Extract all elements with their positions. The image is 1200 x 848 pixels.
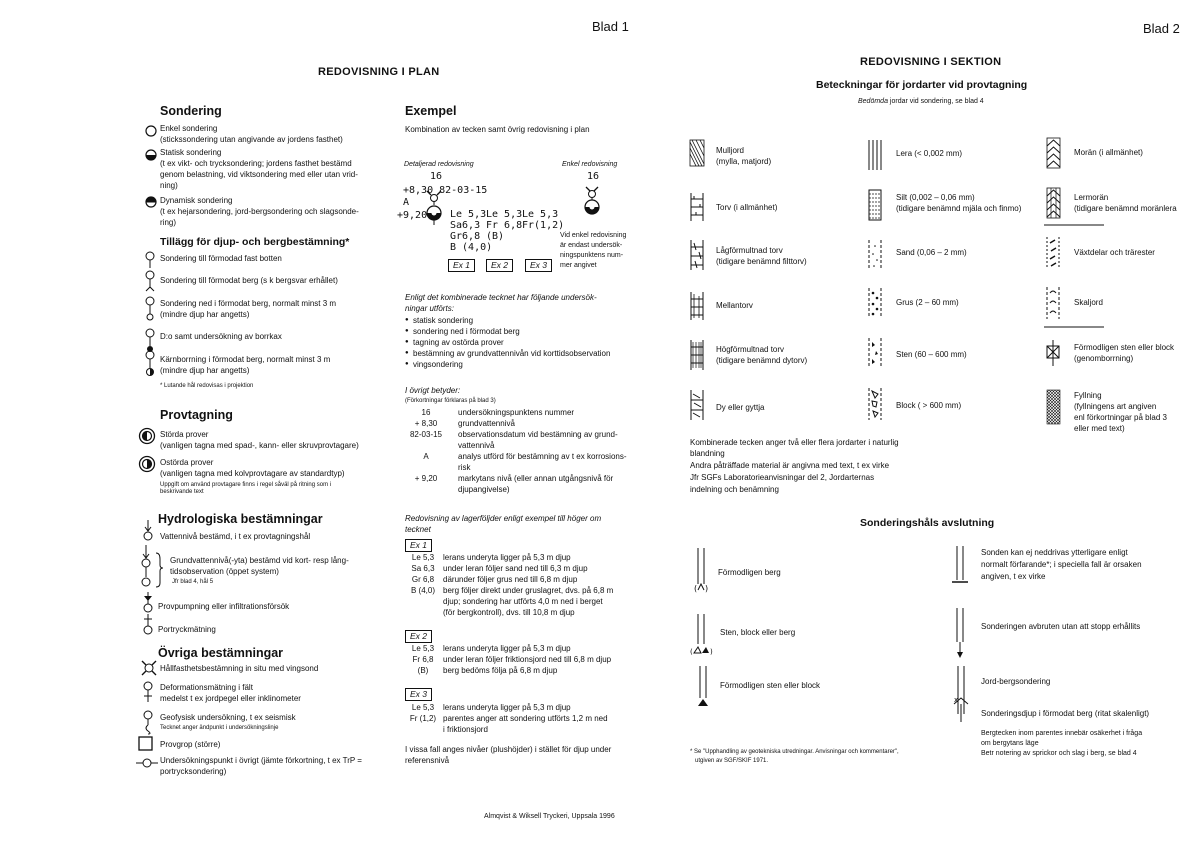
row-value: undersökningspunktens nummer — [458, 408, 575, 417]
row-value: under leran följer sand ned till 6,3 m djup — [443, 564, 588, 573]
bedomda-line — [858, 97, 984, 106]
row-key: 82-03-15 — [409, 430, 443, 439]
soil-label: Sten (60 – 600 mm) — [896, 350, 967, 359]
code-text: Le 5,3 — [486, 209, 523, 220]
sondering-text: (stickssondering utan angivande av jordens fasthet) — [160, 135, 343, 144]
hydro-text: Provpumpning eller infiltrationsförsök — [158, 602, 290, 611]
sondering-text: genom belastning, vid viktsondering med eller utan vrid- — [160, 170, 358, 179]
provtagning-text: Störda prover — [160, 430, 209, 439]
portryck-icon — [142, 614, 156, 636]
hydro-text: Jfr blad 4, hål 5 — [172, 579, 214, 585]
row-value: analys utförd för bestämning av t ex korrosions- — [458, 452, 627, 461]
example-number: 16 — [430, 171, 443, 182]
code-text: B (4,0) — [450, 242, 493, 253]
soil-label: Mulljord — [716, 146, 745, 155]
table-row — [394, 429, 618, 440]
sondering-text: ring) — [160, 218, 177, 227]
code-text: Gr6,8 — [450, 231, 481, 242]
silt-icon — [868, 190, 882, 220]
soil-label: Torv (i allmänhet) — [716, 203, 778, 212]
skaljord-icon — [1046, 287, 1062, 319]
soil-label: (tidigare benämnd mjäla och finmo) — [896, 204, 1022, 213]
footnote: * Se "Upphandling av geotekniska utredningar. Anvisningar och kommentarer", — [690, 749, 899, 755]
tillagg-text: (mindre djup har angetts) — [160, 310, 250, 319]
sondering-text: ning) — [160, 181, 178, 190]
grundvatten-icon — [140, 545, 166, 591]
table-row — [403, 607, 575, 618]
kombinerade-text: Kombinerade tecken anger två eller flera jordarter i naturlig — [690, 438, 899, 447]
ovriga-text: Tecknet anger ändpunkt i undersökningslinje — [160, 725, 279, 731]
ovriga-text: portrycksondering) — [160, 767, 227, 776]
sten-block-berg-icon — [690, 614, 714, 656]
stopp-icon — [950, 546, 970, 588]
tillagg-text: Sondering till förmodat berg (s k bergsvar erhållet) — [160, 276, 338, 285]
avslut-left-label: Förmodligen sten eller block — [720, 681, 821, 690]
code-text: (B) — [486, 231, 505, 242]
statisk-sondering-icon — [144, 148, 158, 162]
kombinerade-text: Andra påträffade material är angivna med text, t ex virke — [690, 461, 890, 470]
table-row — [394, 451, 627, 462]
row-key: Le 5,3 — [411, 553, 435, 562]
row-key: B (4,0) — [410, 586, 435, 595]
avslut-right-label: Sonden kan ej neddrivas ytterligare enligt — [981, 548, 1128, 557]
example-number: 16 — [587, 171, 600, 182]
dynamisk-sondering-icon — [144, 195, 158, 209]
jord-bergsondering-icon — [950, 666, 972, 724]
soil-label: Morän (i allmänhet) — [1074, 148, 1143, 157]
simple-label: Enkel redovisning — [562, 161, 618, 168]
combined-symbol-icon — [424, 190, 444, 226]
mellantorv-icon — [690, 292, 706, 320]
row-key: 16 — [421, 408, 431, 417]
tillagg-text: (mindre djup har angetts) — [160, 366, 250, 375]
hydro-text: Portryckmätning — [158, 625, 216, 634]
vid-enkel-text: är endast undersök- — [560, 242, 623, 249]
row-value: djupangivelse) — [458, 485, 510, 494]
soil-label: eller med text) — [1074, 424, 1125, 433]
soil-label: Mellantorv — [716, 301, 753, 310]
hydro-text: tidsobservation (öppet system) — [170, 567, 279, 576]
ex1-label: Ex 1 — [405, 539, 432, 552]
row-value: vattennivå — [458, 441, 495, 450]
enkel-sondering-icon — [144, 124, 158, 138]
tillagg-heading: Tillägg för djup- och bergbestämning* — [160, 236, 350, 248]
kombinerade-text: blandning — [690, 449, 725, 458]
soil-label: Lermorän — [1074, 193, 1109, 202]
provgrop-icon — [138, 736, 154, 752]
hogformultnad-torv-icon — [690, 340, 706, 370]
divider-line — [1044, 224, 1104, 226]
tillagg-footnote: * Lutande hål redovisas i projektion — [160, 383, 254, 389]
soil-label: Skaljord — [1074, 298, 1103, 307]
table-row — [403, 665, 557, 676]
soil-label: Förmodligen sten eller block — [1074, 343, 1175, 352]
avbruten-icon — [950, 608, 970, 662]
sondering-text: (t ex hejarsondering, jord-bergsondering och slagsonde- — [160, 207, 359, 216]
row-value: under leran följer friktionsjord ned till 6,8 m djup — [443, 655, 612, 664]
table-row — [403, 574, 577, 585]
svg-text:): ) — [710, 648, 713, 656]
undersokningspunkt-icon — [136, 756, 158, 770]
soil-label: Fyllning — [1074, 391, 1102, 400]
ovriga-heading: Övriga bestämningar — [158, 646, 284, 660]
fyllning-icon — [1046, 390, 1062, 424]
soil-label: enl förkortningar på blad 3 — [1074, 413, 1167, 422]
soil-label: (mylla, matjord) — [716, 157, 772, 166]
ovriga-text: Geofysisk undersökning, t ex seismisk — [160, 713, 296, 722]
avslut-right-label: normalt förfarande*; i speciella fall är orsaken — [981, 560, 1142, 569]
page-number-left: Blad 1 — [592, 19, 629, 34]
row-value: lerans underyta ligger på 5,3 m djup — [443, 703, 571, 712]
karnborrning-icon — [144, 350, 158, 378]
row-value: lerans underyta ligger på 5,3 m djup — [443, 553, 571, 562]
row-value: berg bedöms följa på 6,8 m djup — [443, 666, 558, 675]
bergtecken-text: om bergytans läge — [981, 740, 1039, 747]
soil-label: Silt (0,002 – 0,06 mm) — [896, 193, 975, 202]
row-value: i friktionsjord — [443, 725, 488, 734]
tillagg-text: Sondering till förmodad fast botten — [160, 254, 282, 263]
page-title-left: REDOVISNING I PLAN — [318, 66, 440, 78]
row-key: Le 5,3 — [411, 644, 435, 653]
ex2-label: Ex 2 — [405, 630, 432, 643]
row-key: + 8,30 — [414, 419, 438, 428]
table-row — [394, 407, 574, 418]
lermoran-icon — [1046, 188, 1062, 218]
ovrigt-heading: I övrigt betyder: — [405, 386, 461, 395]
hydro-text: Grundvattennivå(-yta) bestämd vid kort- resp lång- — [170, 556, 349, 565]
provtagning-text: Ostörda prover — [160, 458, 214, 467]
bullet-list — [405, 315, 665, 370]
sondering-text: Statisk sondering — [160, 148, 222, 157]
provpumpning-icon — [142, 592, 156, 614]
soil-label: Block ( > 600 mm) — [896, 401, 962, 410]
provtagning-note: Uppgift om använd provtagare finns i regel såväl på ritning som i — [160, 482, 332, 488]
code-text: Le 5,3 — [450, 209, 487, 220]
example-line: +9,20 — [397, 210, 428, 221]
sten-eller-block-icon — [696, 666, 712, 710]
sondering-text: Enkel sondering — [160, 124, 218, 133]
ovriga-text: medelst t ex jordpegel eller inklinometer — [160, 694, 301, 703]
block-icon — [868, 388, 882, 420]
vid-enkel-text: Vid enkel redovisning — [560, 232, 627, 239]
avslut-left-label: Förmodligen berg — [718, 568, 781, 577]
lera-icon — [868, 140, 882, 170]
vid-enkel-text: mer angivet — [560, 262, 597, 269]
table-row — [403, 654, 611, 665]
printer-credit: Almqvist & Wiksell Tryckeri, Uppsala 1996 — [484, 813, 615, 820]
row-value: risk — [458, 463, 471, 472]
sten-icon — [868, 338, 882, 368]
final-text: I vissa fall anges nivåer (plushöjder) i stället för djup under — [405, 745, 612, 754]
table-row — [394, 473, 613, 484]
svg-text:(: ( — [690, 648, 693, 656]
lager-text: Redovisning av lagerföljder enligt exempel till höger om — [405, 514, 602, 523]
code-text: Fr(1,2) — [522, 220, 565, 231]
hydro-text: Vattennivå bestämd, i t ex provtagningshål — [160, 532, 311, 541]
lagformultnad-torv-icon — [690, 240, 706, 270]
ned-i-berg-icon — [144, 296, 158, 322]
soil-label: (tidigare benämnd moränlera — [1074, 204, 1177, 213]
svg-text:): ) — [705, 584, 709, 593]
avslut-right-label: Sonderingsdjup i förmodat berg (ritat skalenligt) — [981, 709, 1150, 718]
row-value: därunder följer grus ned till 6,8 m djup — [443, 575, 578, 584]
soil-label: (tidigare benämnd filttorv) — [716, 257, 807, 266]
tillagg-text: D:o samt undersökning av borrkax — [160, 332, 282, 341]
row-key: A — [423, 452, 429, 461]
divider-line — [1044, 326, 1104, 328]
row-value: lerans underyta ligger på 5,3 m djup — [443, 644, 571, 653]
avslut-left-label: Sten, block eller berg — [720, 628, 796, 637]
table-row — [403, 563, 588, 574]
bedomda-word: Bedömda — [858, 98, 888, 105]
enligt-text: Enligt det kombinerade tecknet har följande undersök- — [405, 293, 597, 302]
code-text: Sa6,3 — [450, 220, 481, 231]
example-line: +8,30 82-03-15 — [403, 185, 488, 196]
formodat-berg-icon — [144, 270, 158, 292]
vaxtdelar-icon — [1046, 237, 1062, 269]
ovriga-text: Hållfasthetsbestämning in situ med vingsond — [160, 664, 319, 673]
soil-label: (tidigare benämnd dytorv) — [716, 356, 808, 365]
row-value: berg följer direkt under gruslagret, dvs. på 6,8 m — [443, 586, 614, 595]
table-row — [394, 440, 494, 451]
ovriga-text: Deformationsmätning i fält — [160, 683, 253, 692]
soil-label: Lågförmultnad torv — [716, 246, 783, 255]
ex3-label: Ex 3 — [405, 688, 432, 701]
fast-botten-icon — [144, 251, 158, 269]
deformation-icon — [142, 681, 156, 703]
footnote: utgiven av SGF/SKIF 1971. — [695, 758, 769, 764]
ovriga-text: Undersökningspunkt i övrigt (jämte förkortning, t ex TrP = — [160, 756, 362, 765]
sondering-heading: Sondering — [160, 104, 222, 118]
geofysisk-icon — [142, 710, 156, 734]
final-text: referensnivå — [405, 756, 450, 765]
row-key: Fr (1,2) — [409, 714, 437, 723]
enligt-text: ningar utförts: — [405, 304, 454, 313]
table-row — [394, 484, 510, 495]
kombinerade-text: Jfr SGFs Laboratorieanvisningar del 2, Jordarternas — [690, 473, 875, 482]
table-row — [403, 702, 571, 713]
row-value: observationsdatum vid bestämning av grund- — [458, 430, 618, 439]
row-key: + 9,20 — [414, 474, 438, 483]
soil-label: Dy eller gyttja — [716, 403, 765, 412]
row-value: markytans nivå (eller annan utgångsnivå för — [458, 474, 614, 483]
ex2-box: Ex 2 — [486, 259, 513, 272]
simple-symbol-icon — [582, 186, 602, 216]
table-row — [403, 585, 613, 596]
table-row — [403, 713, 608, 724]
avslut-right-label: Sonderingen avbruten utan att stopp erhållits — [981, 622, 1141, 631]
genomborrning-icon — [1046, 340, 1062, 366]
row-key: Sa 6,3 — [411, 564, 435, 573]
sand-icon — [868, 240, 882, 270]
row-key: Le 5,3 — [411, 703, 435, 712]
soil-label: Högförmultnad torv — [716, 345, 785, 354]
ovriga-text: Provgrop (större) — [160, 740, 221, 749]
exempel-heading: Exempel — [405, 104, 457, 118]
dy-gyttja-icon — [690, 390, 706, 420]
svg-text:x: x — [954, 696, 959, 704]
row-key: Fr 6,8 — [412, 655, 434, 664]
row-value: djup; sondering har utförts 4,0 m ned i berget — [443, 597, 603, 606]
section-subtitle: Beteckningar för jordarter vid provtagning — [816, 79, 1028, 91]
provtagning-heading: Provtagning — [160, 408, 233, 422]
soil-label: (fyllningens art angiven — [1074, 402, 1157, 411]
bullet-item: ● tagning av ostörda prover — [405, 337, 665, 348]
vid-enkel-text: ningspunktens num- — [560, 252, 624, 259]
table-row — [394, 462, 470, 473]
row-value: parentes anger att sondering utförts 1,2 m ned — [443, 714, 608, 723]
table-row — [403, 596, 603, 607]
provtagning-text: (vanligen tagna med spad-, kann- eller skruvprovtagare) — [160, 441, 359, 450]
sondering-text: (t ex vikt- och trycksondering; jordens fasthet bestämd — [160, 159, 352, 168]
bedomda-rest: jordar vid sondering, se blad 4 — [887, 98, 984, 105]
ostorda-prover-icon — [138, 455, 156, 473]
forrmodligen-berg-icon — [694, 548, 712, 592]
page-title-right: REDOVISNING I SEKTION — [860, 56, 1002, 68]
tillagg-text: Sondering ned i förmodat berg, normalt minst 3 m — [160, 299, 337, 308]
bullet-item: ● bestämning av grundvattennivån vid korttidsobservation — [405, 348, 665, 359]
code-text: Fr 6,8 — [486, 220, 523, 231]
bullet-item: ● sondering ned i förmodat berg — [405, 326, 665, 337]
soil-label: Sand (0,06 – 2 mm) — [896, 248, 967, 257]
tillagg-text: Kärnborrning i förmodat berg, normalt minst 3 m — [160, 355, 331, 364]
bergtecken-text: Betr notering av sprickor och slag i berg, se blad 4 — [981, 750, 1137, 757]
kombinerade-text: indelning och benämning — [690, 485, 779, 494]
row-value: grundvattennivå — [458, 419, 515, 428]
table-row — [403, 724, 488, 735]
code-text: Le 5,3 — [522, 209, 559, 220]
avslut-right-label: Jord-bergsondering — [981, 677, 1051, 686]
moran-icon — [1046, 138, 1062, 168]
hydro-heading: Hydrologiska bestämningar — [158, 512, 323, 526]
page-number-right: Blad 2 — [1143, 21, 1180, 36]
svg-text:(: ( — [694, 584, 698, 593]
table-row — [394, 418, 515, 429]
storda-prover-icon — [138, 427, 156, 445]
row-key: (B) — [417, 666, 429, 675]
soil-label: Växtdelar och trärester — [1074, 248, 1155, 257]
ex1-box: Ex 1 — [448, 259, 475, 272]
bullet-item: ● vingsondering — [405, 359, 665, 370]
soil-label: (genomborrning) — [1074, 354, 1134, 363]
soil-label: Grus (2 – 60 mm) — [896, 298, 959, 307]
ovrigt-note: (Förkortningar förklaras på blad 3) — [405, 398, 496, 404]
avslut-right-label: angiven, t ex virke — [981, 572, 1046, 581]
row-value: (för bergkontroll), dvs. till 10,8 m djup — [443, 608, 575, 617]
detail-label: Detaljerad redovisning — [404, 161, 474, 168]
soil-label: Lera (< 0,002 mm) — [896, 149, 963, 158]
ex3-box: Ex 3 — [525, 259, 552, 272]
table-row — [403, 643, 571, 654]
lager-text: tecknet — [405, 525, 431, 534]
row-key: Gr 6,8 — [411, 575, 435, 584]
table-row — [403, 552, 571, 563]
mulljord-icon — [690, 140, 706, 168]
example-line: A — [403, 197, 410, 208]
avslut-heading: Sonderingshåls avslutning — [860, 517, 995, 529]
vingsond-icon — [141, 660, 157, 676]
bullet-item: ● statisk sondering — [405, 315, 665, 326]
torv-icon — [690, 193, 706, 221]
sondering-text: Dynamisk sondering — [160, 196, 233, 205]
provtagning-text: (vanligen tagna med kolvprovtagare av standardtyp) — [160, 469, 345, 478]
vattenniva-icon — [142, 520, 156, 544]
bergtecken-text: Bergtecken inom parentes innebär osäkerhet i fråga — [981, 730, 1143, 737]
grus-icon — [868, 288, 882, 318]
exempel-subtitle: Kombination av tecken samt övrig redovisning i plan — [405, 125, 590, 134]
provtagning-note: beskrivande text — [160, 489, 204, 495]
